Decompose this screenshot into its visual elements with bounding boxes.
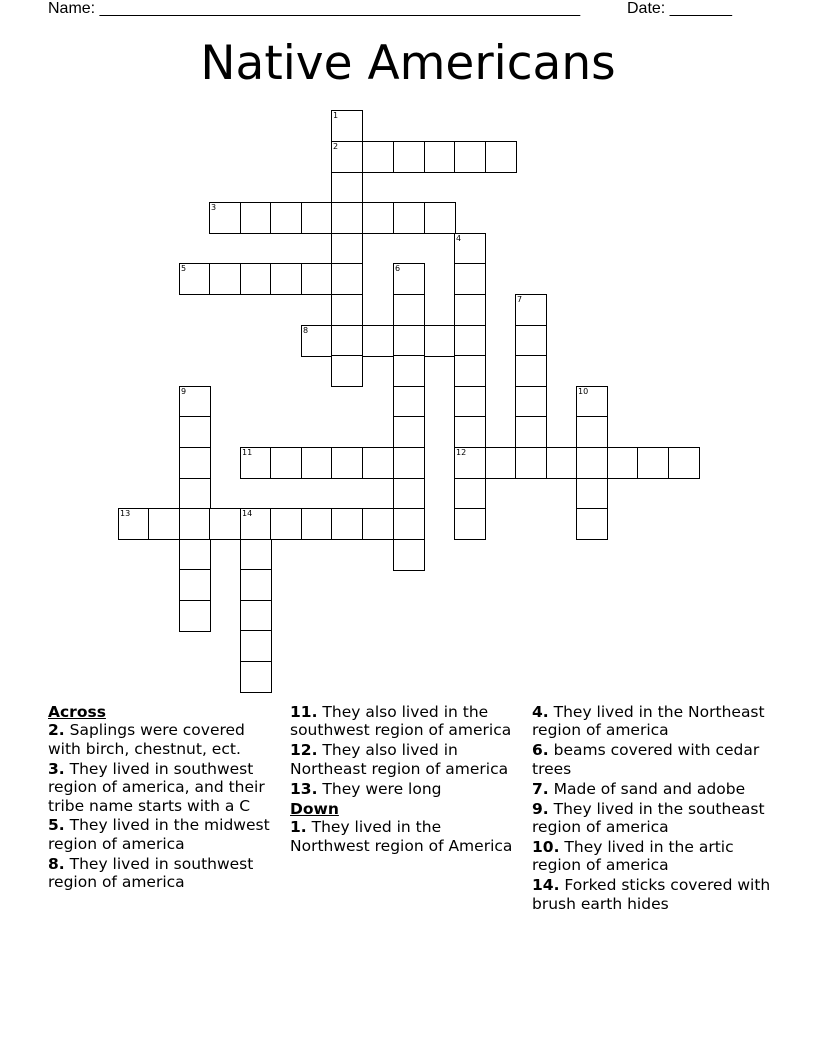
crossword-cell[interactable] [240,569,272,601]
crossword-cell[interactable] [209,508,241,540]
crossword-cell[interactable] [515,386,547,418]
down-clue [290,818,520,855]
crossword-cell[interactable] [393,355,425,387]
crossword-cell[interactable] [454,386,486,418]
clue-number: 2. [48,721,65,740]
crossword-cell[interactable] [393,386,425,418]
crossword-cell[interactable] [331,141,363,173]
crossword-cell[interactable] [362,325,394,357]
crossword-cell[interactable] [393,447,425,479]
clue-column-1 [48,703,280,893]
crossword-cell[interactable] [301,447,333,479]
cell-number: 8 [303,326,309,335]
crossword-cell[interactable] [179,539,211,571]
crossword-cell[interactable] [118,508,150,540]
down-clue [532,703,777,740]
crossword-cell[interactable] [331,294,363,326]
clue-number: 12. [290,741,318,760]
crossword-cell[interactable] [301,325,333,357]
crossword-cell[interactable] [454,263,486,295]
crossword-cell[interactable] [454,141,486,173]
cell-number: 13 [120,509,131,518]
crossword-cell[interactable] [209,202,241,234]
crossword-cell[interactable] [240,539,272,571]
cell-number: 5 [181,264,187,273]
crossword-cell[interactable] [393,263,425,295]
down-clue [532,741,777,778]
clue-text: They were long [317,779,442,798]
clue-text: They lived in the Northeast region of america [532,703,765,740]
crossword-cell[interactable] [454,355,486,387]
crossword-cell[interactable] [362,141,394,173]
cell-number: 4 [456,234,462,243]
name-line[interactable]: Name: ______________________________________________________ [48,0,581,17]
crossword-cell[interactable] [301,202,333,234]
crossword-cell[interactable] [240,630,272,662]
down-clue [532,780,777,798]
date-line[interactable]: Date: _______ [627,0,732,17]
clue-column-3 [532,703,777,914]
crossword-cell[interactable] [454,325,486,357]
crossword-cell[interactable] [179,478,211,510]
clue-number: 5. [48,816,65,835]
cell-number: 6 [395,264,401,273]
clue-number: 9. [532,799,549,818]
crossword-cell[interactable] [331,233,363,265]
crossword-cell[interactable] [240,661,272,693]
crossword-cell[interactable] [393,294,425,326]
crossword-cell[interactable] [424,141,456,173]
down-clue [532,838,777,875]
cell-number: 14 [242,509,253,518]
page-title: Native Americans [200,36,616,91]
crossword-cell[interactable] [362,508,394,540]
crossword-cell[interactable] [179,569,211,601]
crossword-cell[interactable] [576,416,608,448]
crossword-cell[interactable] [209,263,241,295]
crossword-cell[interactable] [270,202,302,234]
crossword-cell[interactable] [485,447,517,479]
crossword-cell[interactable] [393,325,425,357]
crossword-cell[interactable] [515,294,547,326]
crossword-cell[interactable] [454,447,486,479]
across-clue [48,855,280,892]
cell-number: 12 [456,448,467,457]
across-clue [48,721,280,758]
cell-number: 9 [181,387,187,396]
crossword-cell[interactable] [515,355,547,387]
crossword-cell[interactable] [240,447,272,479]
crossword-cell[interactable] [362,447,394,479]
crossword-cell[interactable] [454,508,486,540]
clue-number: 1. [290,818,307,837]
clue-text: Made of sand and adobe [548,779,746,798]
clue-text: beams covered with cedar trees [532,741,760,778]
clue-number: 11. [290,703,318,721]
cell-number: 10 [578,387,589,396]
clue-text: They lived in southwest region of america, and their tribe name starts with a C [48,759,265,815]
crossword-cell[interactable] [362,202,394,234]
clue-number: 7. [532,779,549,798]
down-heading: Down [290,800,339,819]
crossword-cell[interactable] [393,478,425,510]
crossword-cell[interactable] [270,447,302,479]
crossword-cell[interactable] [393,539,425,571]
crossword-cell[interactable] [424,202,456,234]
across-clue [48,816,280,853]
clue-number: 3. [48,759,65,778]
clue-number: 4. [532,703,549,721]
clue-text: They lived in the Northwest region of America [290,818,513,855]
crossword-cell[interactable] [331,110,363,142]
crossword-cell[interactable] [393,508,425,540]
clue-number: 10. [532,837,560,856]
crossword-cell[interactable] [393,141,425,173]
crossword-cell[interactable] [393,202,425,234]
cell-number: 1 [333,111,339,120]
crossword-cell[interactable] [454,478,486,510]
crossword-cell[interactable] [454,233,486,265]
across-heading: Across [48,703,106,721]
crossword-cell[interactable] [179,386,211,418]
crossword-cell[interactable] [301,263,333,295]
crossword-cell[interactable] [179,600,211,632]
clue-text: Forked sticks covered with brush earth hides [532,876,771,913]
crossword-cell[interactable] [546,447,578,479]
crossword-cell[interactable] [607,447,639,479]
crossword-cell[interactable] [148,508,180,540]
crossword-cell[interactable] [270,508,302,540]
crossword-cell[interactable] [240,263,272,295]
crossword-cell[interactable] [179,508,211,540]
across-clue [290,741,520,778]
crossword-cell[interactable] [179,416,211,448]
crossword-cell[interactable] [331,447,363,479]
clue-text: They also lived in the southwest region of america [290,703,512,740]
crossword-cell[interactable] [179,263,211,295]
clue-number: 13. [290,779,318,798]
crossword-cell[interactable] [637,447,669,479]
clue-text: Saplings were covered with birch, chestnut, ect. [48,721,245,758]
crossword-cell[interactable] [393,416,425,448]
cell-number: 3 [211,203,217,212]
down-clue [532,876,777,913]
across-clue [48,760,280,815]
crossword-cell[interactable] [179,447,211,479]
crossword-cell[interactable] [301,508,333,540]
crossword-cell[interactable] [454,294,486,326]
crossword-cell[interactable] [515,447,547,479]
crossword-cell[interactable] [331,202,363,234]
across-clue [290,780,520,798]
cell-number: 7 [517,295,523,304]
crossword-cell[interactable] [576,386,608,418]
across-clue [290,703,520,740]
cell-number: 2 [333,142,339,151]
clue-text: They lived in the southeast region of america [532,799,765,836]
crossword-cell[interactable] [270,263,302,295]
crossword-cell[interactable] [515,416,547,448]
clue-text: They also lived in Northeast region of america [290,741,509,778]
clue-text: They lived in southwest region of america [48,854,254,892]
crossword-cell[interactable] [331,172,363,204]
clue-text: They lived in the midwest region of america [48,816,270,853]
clue-text: They lived in the artic region of america [532,837,734,875]
cell-number: 11 [242,448,253,457]
crossword-cell[interactable] [576,447,608,479]
crossword-cell[interactable] [331,263,363,295]
crossword-cell[interactable] [331,325,363,357]
clue-number: 14. [532,876,560,895]
clue-column-2 [290,703,520,857]
crossword-cell[interactable] [424,325,456,357]
crossword-cell[interactable] [331,508,363,540]
down-clue [532,800,777,837]
crossword-cell[interactable] [454,416,486,448]
crossword-cell[interactable] [331,355,363,387]
crossword-cell[interactable] [485,141,517,173]
crossword-cell[interactable] [240,600,272,632]
crossword-cell[interactable] [576,508,608,540]
crossword-cell[interactable] [668,447,700,479]
clue-number: 6. [532,741,549,760]
crossword-cell[interactable] [576,478,608,510]
crossword-cell[interactable] [240,202,272,234]
crossword-cell[interactable] [515,325,547,357]
clue-number: 8. [48,854,65,873]
crossword-cell[interactable] [240,508,272,540]
